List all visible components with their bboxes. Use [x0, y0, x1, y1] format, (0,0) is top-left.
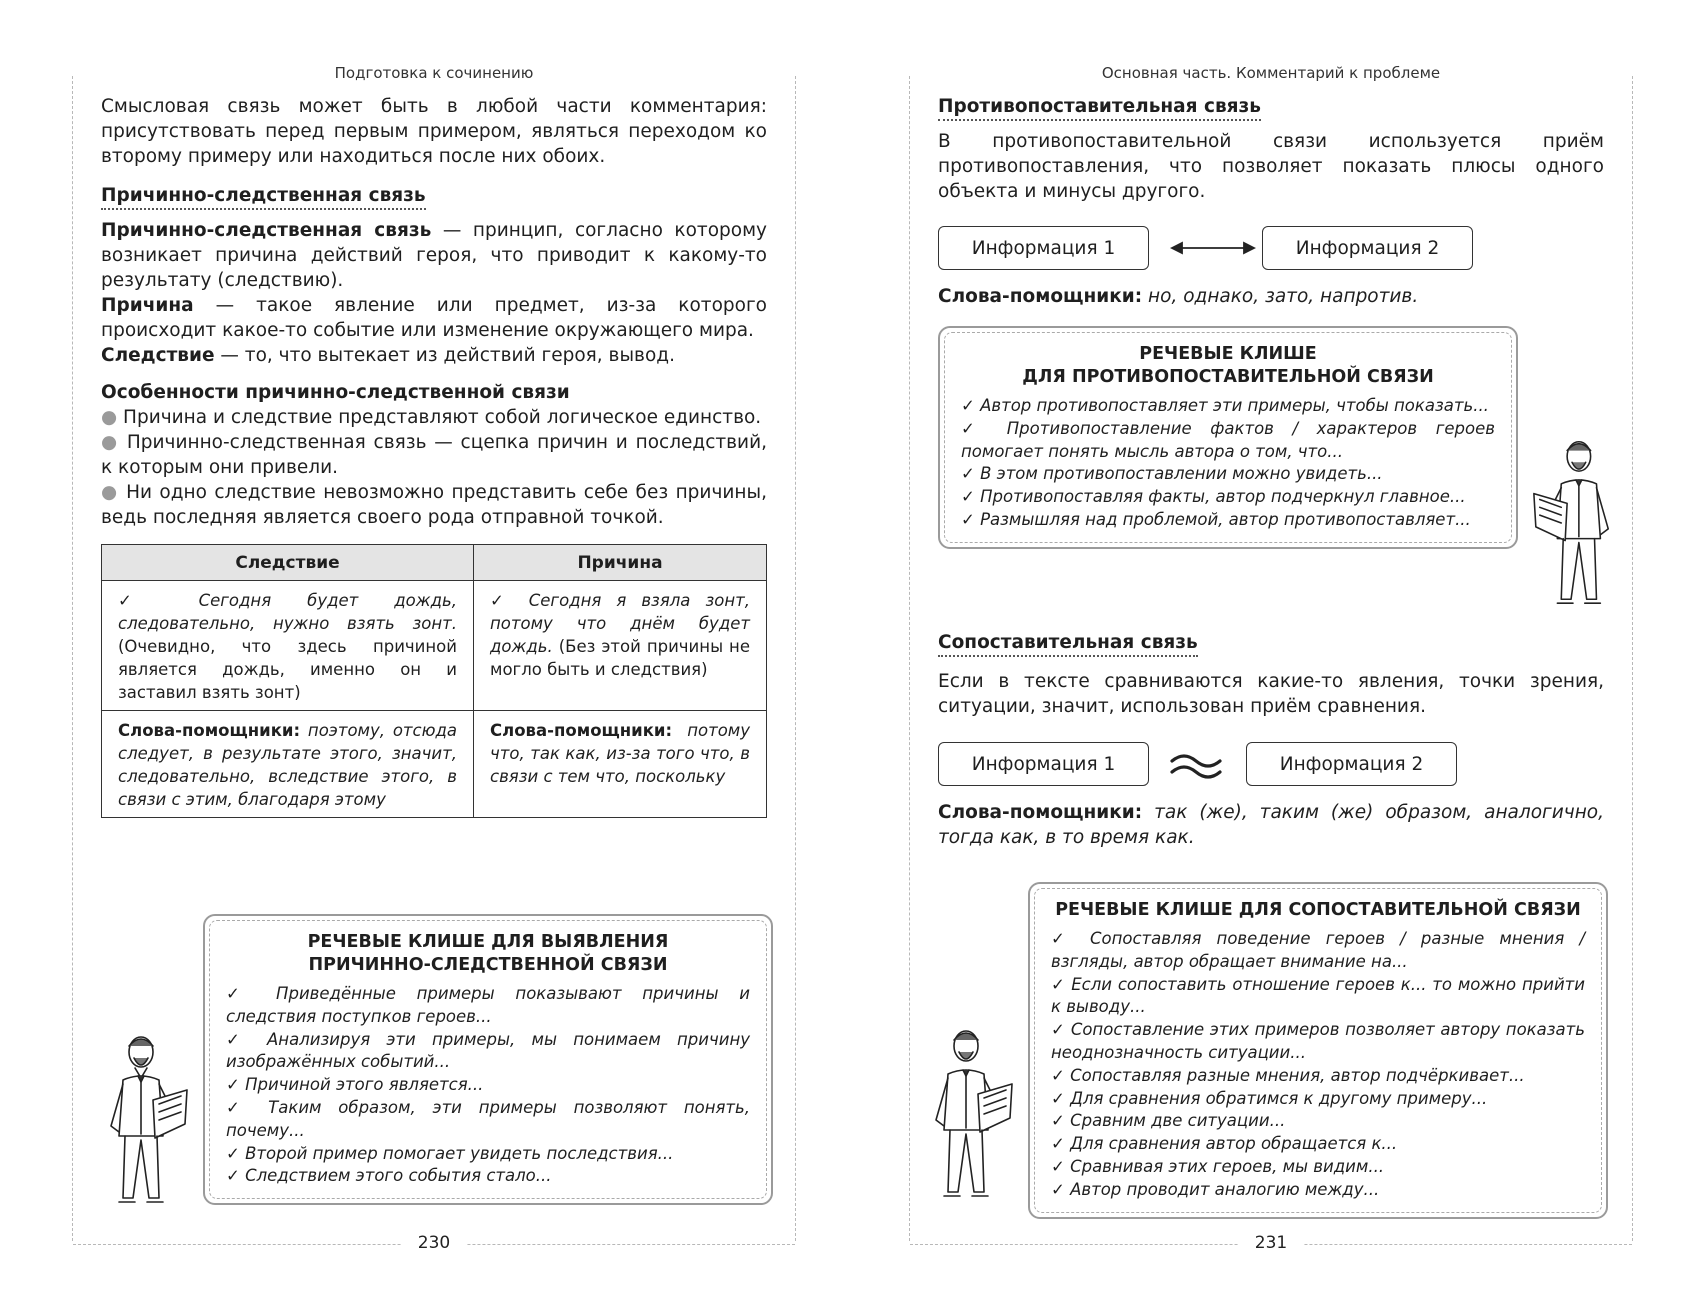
definition-effect: Следствие — то, что вытекает из действий героя, вывод. — [101, 345, 675, 366]
cliche-item: ✓ Автор противопоставляет эти примеры, чтобы показать... — [961, 396, 1489, 415]
cliche-item: ✓ Для сравнения автор обращается к... — [1051, 1134, 1398, 1154]
cliche-item: ✓ Причиной этого является... — [226, 1075, 484, 1095]
cliche-title: РЕЧЕВЫЕ КЛИШЕ ДЛЯ СОПОСТАВИТЕЛЬНОЙ СВЯЗИ — [1055, 900, 1581, 920]
cliche-item: ✓ Второй пример помогает увидеть последствия... — [226, 1143, 674, 1163]
teacher-illustration — [101, 1028, 193, 1208]
comparison-helpers: Слова-помощники: так (же), таким (же) образом, аналогично, тогда как, в то время как. — [938, 802, 1604, 848]
cliche-item: ✓ Противопоставление фактов / характеров героев помогает понять мысль автора о том, что... — [961, 418, 1495, 461]
cliche-item: ✓ Автор проводит аналогию между... — [1051, 1179, 1380, 1199]
contrast-helpers: Слова-помощники: но, однако, зато, напротив. — [938, 286, 1419, 307]
teacher-illustration — [1528, 431, 1618, 611]
running-head-right: Основная часть. Комментарий к проблеме — [910, 64, 1632, 82]
double-arrow-icon — [1170, 238, 1256, 258]
table-cell-helpers-effect: Слова-помощники: поэтому, отсюда следует, в результате этого, значит, следовательно, вследствие этого, в связи с этим, благодаря этому — [102, 711, 474, 818]
contrast-info-1: Информация 1 — [938, 226, 1149, 270]
approx-equal-icon — [1166, 750, 1226, 780]
cliche-item: ✓ Для сравнения обратимся к другому примеру... — [1051, 1088, 1488, 1108]
page-number-left: 230 — [73, 1233, 795, 1253]
cliche-item: ✓ Следствием этого события стало... — [226, 1166, 552, 1186]
definition-cause-effect: Причинно-следственная связь — принцип, согласно которому возникает причина действий героя, что приводит к какому-то результату (следствию). — [101, 220, 767, 291]
cliche-item: ✓ Сравнивая этих героев, мы видим... — [1051, 1156, 1385, 1176]
page-number-right: 231 — [910, 1233, 1632, 1253]
table-cell-example-cause: ✓ Сегодня я взяла зонт, потому что днём будет дождь. (Без этой причины не могло быть и следствия) — [474, 581, 767, 711]
table-header-cause: Причина — [474, 545, 767, 581]
left-page — [72, 64, 796, 1253]
cliche-box-contrast — [938, 326, 1518, 549]
section-heading-cause: Причинно-следственная связь — [101, 183, 426, 210]
comparison-text: Если в тексте сравниваются какие-то явления, точки зрения, ситуации, значит, использован приём сравнения. — [938, 671, 1604, 717]
cliche-title: РЕЧЕВЫЕ КЛИШЕ ДЛЯ ВЫЯВЛЕНИЯ ПРИЧИННО-СЛЕДСТВЕННОЙ СВЯЗИ — [307, 932, 669, 975]
cliche-title: РЕЧЕВЫЕ КЛИШЕ ДЛЯ ПРОТИВОПОСТАВИТЕЛЬНОЙ СВЯЗИ — [1022, 344, 1434, 387]
cliche-item: ✓ Приведённые примеры показывают причины и следствия поступков героев... — [226, 984, 750, 1026]
cliche-item: ✓ Размышляя над проблемой, автор противопоставляет... — [961, 509, 1471, 529]
left-content — [101, 94, 767, 818]
contrast-text: В противопоставительной связи используется приём противопоставления, что позволяет показать плюсы одного объекта и минусы другого. — [938, 131, 1604, 202]
table-header-effect: Следствие — [102, 545, 474, 581]
cliche-item: ✓ Сопоставление этих примеров позволяет автору показать неоднозначность ситуации... — [1051, 1020, 1585, 1062]
bullet-icon: ● — [101, 407, 118, 428]
right-content-top — [938, 94, 1604, 204]
definition-cause: Причина — такое явление или предмет, из-за которого происходит какое-то событие или изменение окружающего мира. — [101, 295, 767, 341]
teacher-illustration — [926, 1022, 1018, 1202]
bullet-icon: ● — [101, 482, 119, 503]
running-head-left: Подготовка к сочинению — [73, 64, 795, 82]
cliche-box-comparison — [1028, 882, 1608, 1219]
cliche-item: ✓ Таким образом, эти примеры позволяют понять, почему... — [226, 1097, 750, 1140]
intro-paragraph: Смысловая связь может быть в любой части комментария: присутствовать перед первым примером, являться переходом ко второму примеру или находиться после них обоих. — [101, 96, 767, 167]
cliche-item: ✓ В этом противопоставлении можно увидеть... — [961, 464, 1383, 484]
feature-item: ● Ни одно следствие невозможно представить себе без причины, ведь последняя является своего рода отправной точкой. — [101, 482, 767, 528]
section-heading-contrast: Противопоставительная связь — [938, 94, 1261, 121]
right-page — [909, 64, 1633, 1253]
bullet-icon: ● — [101, 432, 120, 453]
section-heading-comparison: Сопоставительная связь — [938, 630, 1198, 657]
table-cell-helpers-cause: Слова-помощники: потому что, так как, из-за того что, в связи с тем что, поскольку — [474, 711, 767, 818]
cliche-item: ✓ Противопоставляя факты, автор подчеркнул главное... — [961, 487, 1466, 507]
feature-item: ● Причинно-следственная связь — сцепка причин и последствий, к которым они привели. — [101, 432, 767, 478]
comparison-info-1: Информация 1 — [938, 742, 1149, 786]
cliche-item: ✓ Сопоставляя разные мнения, автор подчёркивает... — [1051, 1065, 1525, 1085]
table-cell-example-effect: ✓ Сегодня будет дождь, следовательно, нужно взять зонт. (Очевидно, что здесь причиной является дождь, именно он и заставил взять зонт) — [102, 581, 474, 711]
features-heading: Особенности причинно-следственной связи — [101, 382, 570, 403]
cliche-item: ✓ Анализируя эти примеры, мы понимаем причину изображённых событий... — [226, 1029, 750, 1072]
comparison-info-2: Информация 2 — [1246, 742, 1457, 786]
cliche-item: ✓ Если сопоставить отношение героев к... то можно прийти к выводу... — [1051, 974, 1585, 1017]
feature-item: ● Причина и следствие представляют собой логическое единство. — [101, 407, 762, 428]
cliche-item: ✓ Сравним две ситуации... — [1051, 1111, 1286, 1131]
contrast-info-2: Информация 2 — [1262, 226, 1473, 270]
cliche-box-cause — [203, 914, 773, 1205]
cause-effect-table — [101, 544, 767, 818]
cliche-item: ✓ Сопоставляя поведение героев / разные мнения / взгляды, автор обращает внимание на... — [1051, 929, 1585, 971]
